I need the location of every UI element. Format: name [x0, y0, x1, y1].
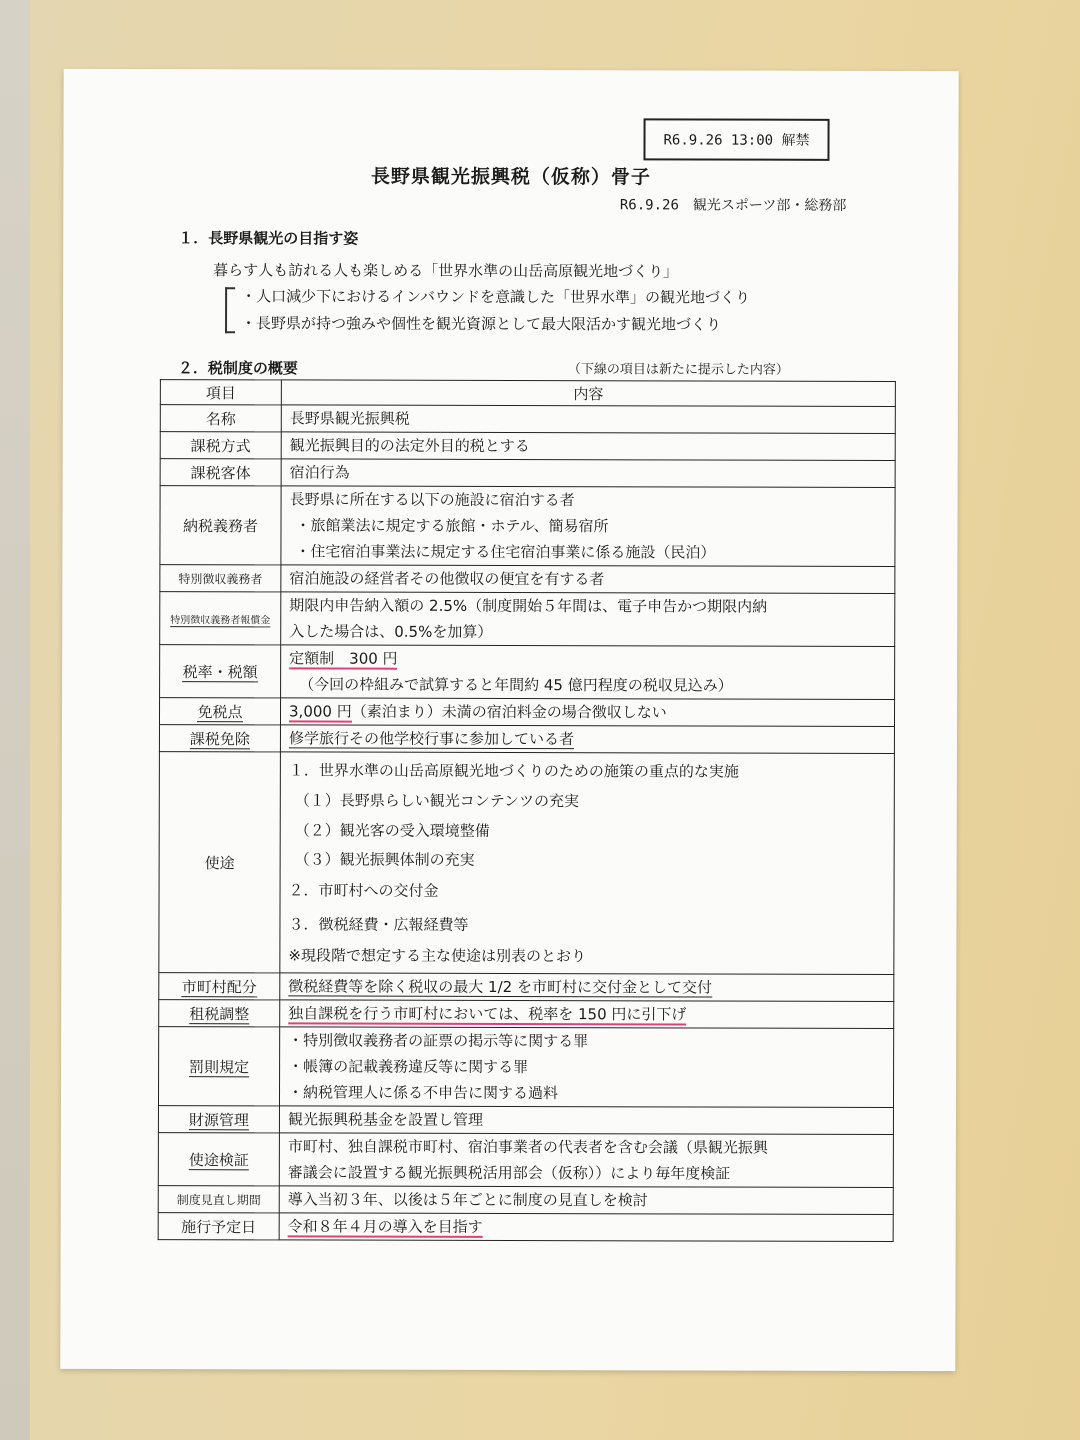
content-line: 長野県に所在する以下の施設に宿泊する者	[289, 490, 575, 510]
content-line: 市町村、独自課税市町村、宿泊事業者の代表者を含む会議（県観光振興	[287, 1137, 768, 1157]
content-line: ２．市町村への交付金	[288, 881, 439, 900]
content-line	[289, 698, 886, 726]
content-line: ・帳簿の記載義務違反等に関する罪	[288, 1057, 529, 1077]
row-item-label: 財源管理	[188, 1110, 249, 1129]
highlighted-text: 3,000 円	[288, 702, 352, 721]
table-row	[160, 432, 895, 461]
table-row	[160, 565, 895, 594]
row-item-label: 特別徴収義務者報償金	[170, 614, 271, 626]
table-row	[159, 973, 894, 1002]
row-content	[281, 459, 895, 488]
row-content	[279, 1133, 893, 1188]
row-item-label: 課税免除	[189, 729, 250, 748]
row-content	[279, 1106, 893, 1135]
row-item	[159, 725, 280, 752]
section2-heading: ２．税制度の概要	[177, 359, 298, 378]
content-line: 審議会に設置する観光振興税活用部会（仮称））により毎年度検証	[287, 1163, 731, 1183]
content-line: ・旅館業法に規定する旅館・ホテル、簡易宿所	[295, 516, 609, 536]
table-row	[159, 752, 895, 975]
row-item	[159, 973, 280, 1000]
table-row	[158, 1106, 893, 1135]
table-row	[158, 1027, 893, 1108]
content-line: （今回の枠組みで試算すると年間約 45 億円程度の税収見込み）	[299, 675, 733, 695]
row-content	[281, 592, 895, 647]
content-line	[288, 973, 885, 1001]
dateline	[620, 194, 847, 215]
content-line: 宿泊行為	[289, 463, 350, 482]
table-header-row	[160, 380, 895, 407]
row-item: 施行予定日	[158, 1213, 279, 1240]
row-item-label: 免税点	[197, 702, 243, 721]
content-line: （１）長野県らしい観光コンテンツの充実	[294, 791, 580, 811]
department: 観光スポーツ部・総務部	[692, 197, 847, 214]
content-line: 宿泊施設の経営者その他徴収の便宜を有する者	[289, 569, 605, 589]
row-content	[281, 565, 895, 594]
row-item-label: 使途検証	[188, 1150, 249, 1169]
content-line	[288, 1000, 885, 1028]
content-line: （３）観光振興体制の充実	[294, 850, 475, 869]
vision-point: ・人口減少下におけるインバウンドを意識した「世界水準」の観光地づくり	[241, 287, 751, 307]
table-row	[158, 1133, 893, 1188]
table-row	[159, 725, 894, 754]
content-line: ・納税管理人に係る不申告に関する過料	[288, 1083, 559, 1103]
issue-date: R6.9.26	[619, 197, 679, 214]
content-line: ・住宅宿泊事業法に規定する住宅宿泊事業に係る施設（民泊）	[295, 542, 716, 562]
row-content	[280, 973, 894, 1002]
bracket	[225, 287, 235, 333]
content-line: １．世界水準の山岳高原観光地づくりのための施策の重点的な実施	[288, 761, 739, 781]
column-header-item: 項目	[160, 380, 281, 405]
content-line: 観光振興税基金を設置し管理	[287, 1110, 483, 1129]
row-item	[159, 698, 280, 725]
row-item-label: 市町村配分	[181, 977, 257, 996]
table-row	[160, 459, 895, 488]
row-content	[279, 1027, 893, 1108]
table-row	[160, 592, 895, 647]
table-row	[159, 698, 894, 727]
highlighted-text: 令和８年４月の導入を目指す	[287, 1217, 483, 1236]
row-item-label: 罰則規定	[189, 1057, 250, 1076]
row-item	[160, 645, 281, 698]
content-line: ・特別徴収義務者の証票の掲示等に関する罪	[288, 1031, 589, 1051]
row-content	[280, 725, 894, 754]
row-item	[158, 1106, 279, 1133]
row-item: 課税方式	[160, 432, 281, 459]
row-item	[160, 592, 281, 645]
content-text: （素泊まり）未満の宿泊料金の場合徴収しない	[351, 702, 667, 722]
content-line: （２）観光客の受入環境整備	[294, 821, 490, 840]
row-content	[281, 432, 895, 461]
table-row	[160, 486, 895, 567]
highlighted-text: 定額制 300 円	[289, 649, 398, 668]
content-line: ３．徴税経費・広報経費等	[288, 915, 469, 934]
content-line: 観光振興目的の法定外目的税とする	[289, 436, 530, 456]
embargo-box: R6.9.26 13:00 解禁	[643, 118, 829, 160]
row-item: 制度見直し期間	[158, 1186, 279, 1213]
row-item	[159, 1000, 280, 1027]
vision-point: ・長野県が持つ強みや個性を観光資源として最大限活かす観光地づくり	[241, 314, 722, 334]
table-row	[160, 405, 895, 434]
row-content	[279, 1213, 893, 1242]
column-header-content: 内容	[281, 380, 895, 407]
row-content	[280, 698, 894, 727]
content-line	[289, 645, 886, 673]
row-item	[158, 1027, 279, 1106]
tax-overview-table	[158, 379, 896, 1242]
underline-note: （下線の項目は新たに提示した内容）	[567, 362, 789, 378]
row-item: 課税客体	[160, 459, 281, 486]
table-row	[159, 1000, 894, 1029]
table-row	[158, 1213, 893, 1242]
highlighted-text: 独自課税を行う市町村においては、税率を 150 円に引下げ	[288, 1004, 687, 1024]
row-item: 特別徴収義務者	[160, 565, 281, 592]
content-line: 入した場合は、0.5%を加算）	[289, 622, 493, 641]
content-line: ※現段階で想定する主な使途は別表のとおり	[288, 946, 586, 966]
row-item-label: 租税調整	[189, 1004, 250, 1023]
content-line	[289, 725, 886, 753]
row-content	[281, 645, 895, 700]
content-line: 期限内申告納入額の 2.5%（制度開始５年間は、電子申告かつ期限内納	[289, 596, 768, 616]
content-line	[288, 1213, 885, 1241]
document-title: 長野県観光振興税（仮称）骨子	[370, 165, 651, 189]
underlined-text: 修学旅行その他学校行事に参加している者	[288, 729, 574, 749]
vision-statement: 暮らす人も訪れる人も楽しめる「世界水準の山岳高原観光地づくり」	[213, 261, 679, 281]
document-page	[60, 69, 958, 1371]
row-item: 名称	[160, 405, 281, 432]
row-content	[280, 752, 895, 975]
row-item-label: 税率・税額	[182, 662, 258, 681]
table-row	[160, 645, 895, 700]
section1-heading: １．長野県観光の目指す姿	[178, 229, 359, 248]
row-item	[158, 1133, 279, 1186]
content-line: 導入当初３年、以後は５年ごとに制度の見直しを検討	[287, 1190, 648, 1210]
table-row	[158, 1186, 893, 1215]
row-content	[281, 486, 895, 567]
row-item: 納税義務者	[160, 486, 281, 565]
underlined-text: 徴税経費等を除く税収の最大 1/2 を市町村に交付金として交付	[288, 977, 713, 997]
row-item: 使途	[159, 752, 281, 973]
row-content	[280, 1000, 894, 1029]
row-content	[279, 1186, 893, 1215]
row-content	[281, 405, 895, 434]
content-line: 長野県観光振興税	[289, 409, 410, 428]
